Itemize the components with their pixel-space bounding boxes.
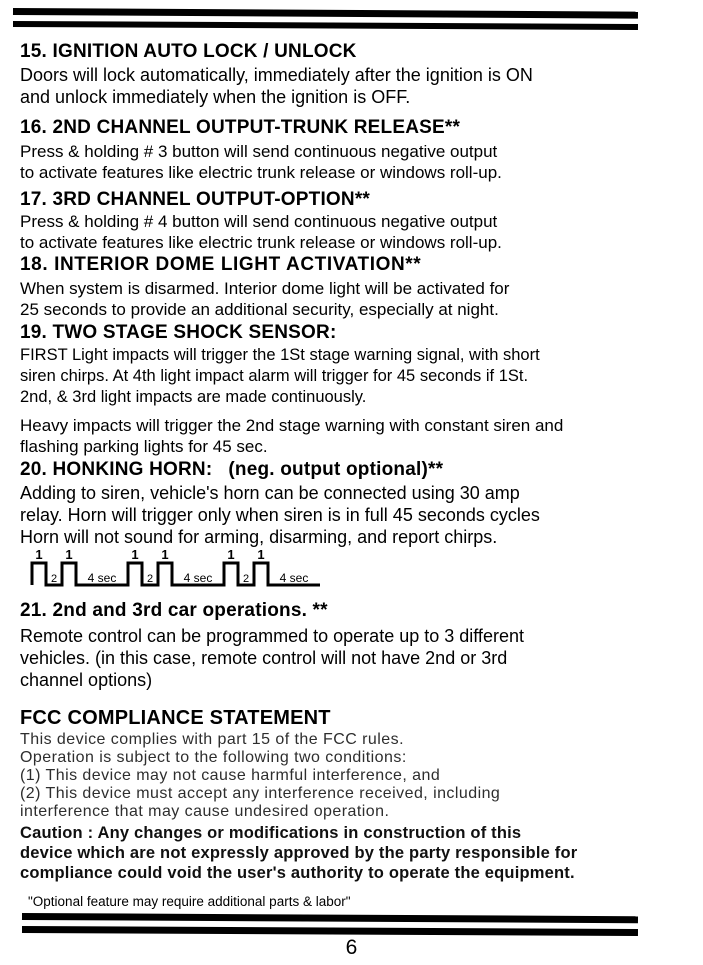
text-line: Doors will lock automatically, immediately after the ignition is ON xyxy=(20,65,533,85)
text-line: channel options) xyxy=(20,670,153,690)
section-21-text xyxy=(20,625,668,691)
text-line: siren chirps. At 4th light impact alarm will trigger for 45 seconds if 1St. xyxy=(20,367,529,385)
text-line: to activate features like electric trunk release or windows roll-up. xyxy=(20,233,502,252)
pulse-label: 1 xyxy=(131,549,139,562)
fcc-caution-text xyxy=(20,823,668,883)
top-rule-bar-1 xyxy=(13,8,638,19)
text-line: Adding to siren, vehicle's horn can be connected using 30 amp xyxy=(20,483,520,503)
fcc-heading: FCC COMPLIANCE STATEMENT xyxy=(20,707,331,729)
text-line: Caution : Any changes or modifications in construction of this xyxy=(20,824,522,842)
interval-label: 4 sec xyxy=(87,571,117,585)
section-15-text xyxy=(20,64,668,108)
fcc-statement-text xyxy=(20,731,668,821)
text-line: and unlock immediately when the ignition is OFF. xyxy=(20,87,411,107)
section-18-text xyxy=(20,278,668,320)
text-line: (2) This device must accept any interference received, including xyxy=(20,785,501,802)
text-line: vehicles. (in this case, remote control will not have 2nd or 3rd xyxy=(20,648,508,668)
text-line: Press & holding # 3 button will send continuous negative output xyxy=(20,142,498,161)
square-wave-icon xyxy=(28,549,328,593)
text-line: 2nd, & 3rd light impacts are made continuously. xyxy=(20,388,367,406)
section-17-heading: 17. 3RD CHANNEL OUTPUT-OPTION** xyxy=(20,189,371,210)
section-20-heading-suffix: (neg. output optional)** xyxy=(228,459,444,480)
section-19-text-2 xyxy=(20,415,668,457)
text-line: compliance could void the user's authority to operate the equipment. xyxy=(20,864,575,882)
horn-chirp-waveform-diagram xyxy=(28,549,668,598)
text-line: This device complies with part 15 of the FCC rules. xyxy=(20,731,404,748)
text-line: FIRST Light impacts will trigger the 1St stage warning signal, with short xyxy=(20,346,540,364)
section-20-heading xyxy=(20,460,668,480)
pulse-label: 1 xyxy=(257,549,265,562)
text-line: When system is disarmed. Interior dome light will be activated for xyxy=(20,279,510,298)
gap-label: 2 xyxy=(242,573,250,585)
text-line: to activate features like electric trunk release or windows roll-up. xyxy=(20,163,502,182)
section-20-heading-main: 20. HONKING HORN: xyxy=(20,459,213,480)
gap-label: 2 xyxy=(50,573,58,585)
text-line: (1) This device may not cause harmful interference, and xyxy=(20,767,441,784)
interval-label: 4 sec xyxy=(279,571,309,585)
text-line: interference that may cause undesired operation. xyxy=(20,803,390,820)
bottom-rule-bar-1 xyxy=(22,913,638,923)
text-line: 25 seconds to provide an additional security, especially at night. xyxy=(20,300,499,319)
section-18-heading: 18. INTERIOR DOME LIGHT ACTIVATION** xyxy=(20,254,422,275)
text-line: Horn will not sound for arming, disarming, and report chirps. xyxy=(20,527,498,547)
section-19-heading: 19. TWO STAGE SHOCK SENSOR: xyxy=(20,322,337,343)
bottom-rule-bar-2 xyxy=(22,926,638,936)
section-17-text xyxy=(20,211,668,253)
text-line: relay. Horn will trigger only when siren is in full 45 seconds cycles xyxy=(20,505,540,525)
page-content xyxy=(20,27,668,883)
interval-label: 4 sec xyxy=(183,571,213,585)
text-line: Press & holding # 4 button will send continuous negative output xyxy=(20,212,498,231)
section-15-heading: 15. IGNITION AUTO LOCK / UNLOCK xyxy=(20,41,357,62)
text-line: flashing parking lights for 45 sec. xyxy=(20,437,268,456)
page-number: 6 xyxy=(345,936,358,959)
section-21-heading: 21. 2nd and 3rd car operations. ** xyxy=(20,600,328,621)
pulse-label: 1 xyxy=(227,549,235,562)
text-line: Heavy impacts will trigger the 2nd stage warning with constant siren and xyxy=(20,416,564,435)
top-rule-bars xyxy=(13,8,638,27)
pulse-label: 1 xyxy=(161,549,169,562)
text-line: device which are not expressly approved by the party responsible for xyxy=(20,844,578,862)
optional-feature-footnote: "Optional feature may require additional parts & labor" xyxy=(28,894,351,909)
bottom-rule-bars xyxy=(22,913,638,933)
section-16-text xyxy=(20,141,668,183)
pulse-label: 1 xyxy=(65,549,73,562)
pulse-label: 1 xyxy=(35,549,43,562)
text-line: Remote control can be programmed to operate up to 3 different xyxy=(20,626,524,646)
gap-label: 2 xyxy=(146,573,154,585)
section-16-heading: 16. 2ND CHANNEL OUTPUT-TRUNK RELEASE** xyxy=(20,117,461,138)
text-line: Operation is subject to the following two conditions: xyxy=(20,749,407,766)
section-19-text xyxy=(20,345,668,408)
section-20-text xyxy=(20,482,668,548)
